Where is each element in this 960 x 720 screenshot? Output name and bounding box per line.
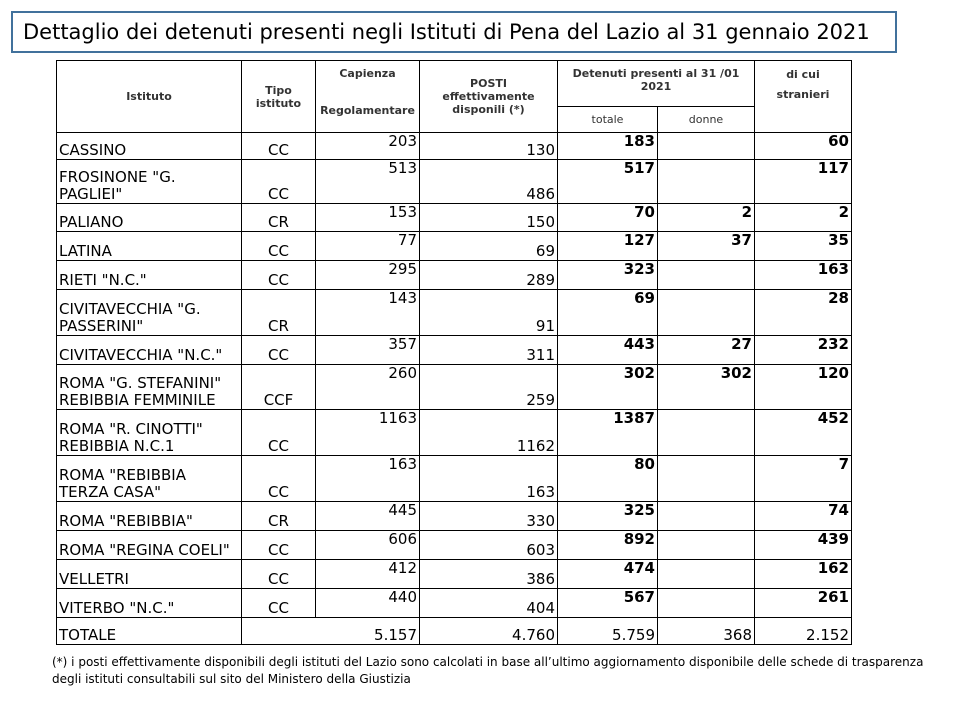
row-donne [658, 589, 755, 618]
footnote: (*) i posti effettivamente disponibili degli istituti del Lazio sono calcolati in base all’ultimo aggiornamento disponibile delle schede di trasparenza degli istituti consultabili sul sito del Ministero della Giustizia [52, 655, 924, 686]
row-name: ROMA "REBIBBIA" [57, 502, 242, 531]
row-totale: 323 [558, 261, 658, 290]
row-totale: 517 [558, 160, 658, 204]
row-stranieri: 117 [755, 160, 852, 204]
row-name: VELLETRI [57, 560, 242, 589]
table-row [57, 261, 852, 290]
header-totale: totale [558, 107, 658, 133]
table-row [57, 456, 852, 502]
row-posti: 259 [420, 365, 558, 410]
row-totale: 325 [558, 502, 658, 531]
total-capienza: 5.157 [242, 618, 420, 645]
row-posti: 150 [420, 204, 558, 232]
row-stranieri: 2 [755, 204, 852, 232]
row-capienza: 260 [316, 365, 420, 410]
header-tipo: Tipo istituto [242, 61, 316, 133]
header-stranieri: di cui stranieri [755, 61, 852, 133]
row-capienza: 77 [316, 232, 420, 261]
row-name: ROMA "REGINA COELI" [57, 531, 242, 560]
row-stranieri: 162 [755, 560, 852, 589]
row-donne: 302 [658, 365, 755, 410]
header-donne: donne [658, 107, 755, 133]
row-posti: 386 [420, 560, 558, 589]
header-capienza-bottom: Regolamentare [320, 104, 415, 117]
row-posti: 486 [420, 160, 558, 204]
row-donne: 2 [658, 204, 755, 232]
row-totale: 183 [558, 133, 658, 160]
row-capienza: 445 [316, 502, 420, 531]
row-posti: 289 [420, 261, 558, 290]
total-row [57, 618, 852, 645]
total-totale: 5.759 [558, 618, 658, 645]
row-donne [658, 456, 755, 502]
row-name: CASSINO [57, 133, 242, 160]
row-posti: 163 [420, 456, 558, 502]
row-totale: 127 [558, 232, 658, 261]
row-stranieri: 120 [755, 365, 852, 410]
row-capienza: 357 [316, 336, 420, 365]
row-donne [658, 290, 755, 336]
row-totale: 80 [558, 456, 658, 502]
row-stranieri: 28 [755, 290, 852, 336]
row-donne [658, 261, 755, 290]
row-stranieri: 439 [755, 531, 852, 560]
row-posti: 130 [420, 133, 558, 160]
row-stranieri: 452 [755, 410, 852, 456]
row-name: VITERBO "N.C." [57, 589, 242, 618]
row-tipo: CC [242, 589, 316, 618]
row-donne [658, 410, 755, 456]
row-donne [658, 133, 755, 160]
row-donne [658, 502, 755, 531]
row-posti: 69 [420, 232, 558, 261]
row-capienza: 513 [316, 160, 420, 204]
row-donne: 27 [658, 336, 755, 365]
total-posti: 4.760 [420, 618, 558, 645]
row-tipo: CCF [242, 365, 316, 410]
table-row [57, 204, 852, 232]
total-stranieri: 2.152 [755, 618, 852, 645]
row-tipo: CC [242, 160, 316, 204]
row-totale: 70 [558, 204, 658, 232]
total-donne: 368 [658, 618, 755, 645]
row-name: RIETI "N.C." [57, 261, 242, 290]
row-stranieri: 261 [755, 589, 852, 618]
row-tipo: CC [242, 560, 316, 589]
row-tipo: CR [242, 290, 316, 336]
row-tipo: CR [242, 502, 316, 531]
row-tipo: CR [242, 204, 316, 232]
header-capienza [316, 61, 420, 133]
header-detenuti: Detenuti presenti al 31 /01 2021 [558, 61, 755, 107]
row-donne [658, 160, 755, 204]
row-posti: 311 [420, 336, 558, 365]
row-name: ROMA "G. STEFANINI" REBIBBIA FEMMINILE [57, 365, 242, 410]
table-row [57, 589, 852, 618]
row-capienza: 606 [316, 531, 420, 560]
row-posti: 91 [420, 290, 558, 336]
row-name: PALIANO [57, 204, 242, 232]
row-totale: 302 [558, 365, 658, 410]
table-row [57, 531, 852, 560]
row-capienza: 295 [316, 261, 420, 290]
row-tipo: CC [242, 232, 316, 261]
row-totale: 69 [558, 290, 658, 336]
row-donne [658, 560, 755, 589]
row-donne: 37 [658, 232, 755, 261]
row-name: FROSINONE "G. PAGLIEI" [57, 160, 242, 204]
row-capienza: 163 [316, 456, 420, 502]
row-capienza: 412 [316, 560, 420, 589]
row-tipo: CC [242, 410, 316, 456]
row-totale: 443 [558, 336, 658, 365]
table-row [57, 560, 852, 589]
row-name: ROMA "R. CINOTTI" REBIBBIA N.C.1 [57, 410, 242, 456]
row-name: CIVITAVECCHIA "G. PASSERINI" [57, 290, 242, 336]
row-totale: 567 [558, 589, 658, 618]
row-posti: 404 [420, 589, 558, 618]
row-capienza: 153 [316, 204, 420, 232]
row-stranieri: 163 [755, 261, 852, 290]
row-totale: 892 [558, 531, 658, 560]
row-tipo: CC [242, 531, 316, 560]
row-tipo: CC [242, 261, 316, 290]
row-donne [658, 531, 755, 560]
row-stranieri: 74 [755, 502, 852, 531]
row-totale: 474 [558, 560, 658, 589]
header-capienza-top: Capienza [339, 67, 396, 80]
table-row [57, 290, 852, 336]
row-name: ROMA "REBIBBIA TERZA CASA" [57, 456, 242, 502]
row-tipo: CC [242, 456, 316, 502]
row-name: CIVITAVECCHIA "N.C." [57, 336, 242, 365]
header-posti: POSTI effettivamente disponili (*) [420, 61, 558, 133]
table-row [57, 365, 852, 410]
table-row [57, 410, 852, 456]
row-stranieri: 60 [755, 133, 852, 160]
table-row [57, 160, 852, 204]
row-capienza: 440 [316, 589, 420, 618]
row-posti: 603 [420, 531, 558, 560]
row-stranieri: 232 [755, 336, 852, 365]
header-istituto: Istituto [57, 61, 242, 133]
detainees-table [56, 60, 852, 645]
row-stranieri: 7 [755, 456, 852, 502]
row-posti: 330 [420, 502, 558, 531]
row-capienza: 203 [316, 133, 420, 160]
total-label: TOTALE [57, 618, 242, 645]
table-row [57, 336, 852, 365]
table-row [57, 502, 852, 531]
table-row [57, 133, 852, 160]
row-tipo: CC [242, 336, 316, 365]
table-row [57, 232, 852, 261]
row-capienza: 1163 [316, 410, 420, 456]
row-name: LATINA [57, 232, 242, 261]
page-title: Dettaglio dei detenuti presenti negli Istituti di Pena del Lazio al 31 gennaio 2021 [11, 11, 897, 53]
row-tipo: CC [242, 133, 316, 160]
row-posti: 1162 [420, 410, 558, 456]
row-stranieri: 35 [755, 232, 852, 261]
row-capienza: 143 [316, 290, 420, 336]
row-totale: 1387 [558, 410, 658, 456]
